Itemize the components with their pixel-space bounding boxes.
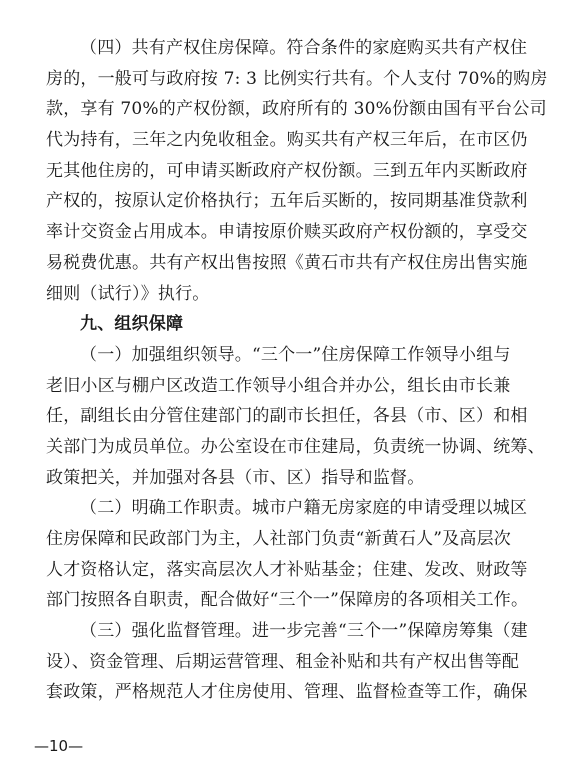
paragraph-line: 代为持有，三年之内免收租金。购买共有产权三年后，在市区仍 (46, 130, 528, 151)
paragraph-line: 率计交资金占用成本。申请按原价赎买政府产权份额的，享受交 (46, 222, 528, 243)
paragraph-line: 人才资格认定，落实高层次人才补贴基金；住建、发改、财政等 (46, 559, 528, 580)
section-heading: 九、组织保障 (80, 314, 184, 335)
paragraph-line: 款，享有 70%的产权份额，政府所有的 30%份额由国有平台公司 (46, 99, 547, 120)
paragraph-line: 部门按照各自职责，配合做好“三个一”保障房的各项相关工作。 (46, 590, 529, 611)
paragraph-line: 无其他住房的，可申请买断政府产权份额。三到五年内买断政府 (46, 160, 528, 181)
paragraph-line: 产权的，按原认定价格执行；五年后买断的，按同期基准贷款利 (46, 191, 528, 212)
paragraph-line: 任，副组长由分管住建部门的副市长担任，各县（市、区）和相 (46, 406, 528, 427)
paragraph-line: （三）强化监督管理。进一步完善“三个一”保障房筹集（建 (80, 621, 528, 642)
paragraph-line: （四）共有产权住房保障。符合条件的家庭购买共有产权住 (80, 38, 528, 58)
paragraph-line: 关部门为成员单位。办公室设在市住建局，负责统一协调、统筹、 (46, 436, 545, 457)
paragraph-line: 套政策，严格规范人才住房使用、管理、监督检查等工作，确保 (46, 682, 528, 703)
page-number: —10— (34, 737, 84, 755)
paragraph-line: 住房保障和民政部门为主，人社部门负责“新黄石人”及高层次 (46, 529, 511, 549)
document-body (46, 33, 548, 708)
paragraph-line: 房的，一般可与政府按 7: 3 比例实行共有。个人支付 70%的购房 (46, 68, 548, 89)
paragraph-line: （一）加强组织领导。“三个一”住房保障工作领导小组与 (80, 344, 511, 365)
paragraph-line: 设）、资金管理、后期运营管理、租金补贴和共有产权出售等配 (46, 651, 520, 672)
paragraph-line: （二）明确工作职责。城市户籍无房家庭的申请受理以城区 (80, 498, 528, 519)
paragraph-line: 老旧小区与棚户区改造工作领导小组合并办公，组长由市长兼 (46, 375, 511, 396)
paragraph-line: 政策把关，并加强对各县（市、区）指导和监督。 (46, 467, 425, 488)
paragraph-line: 易税费优惠。共有产权出售按照《黄石市共有产权住房出售实施 (46, 252, 528, 273)
paragraph-line: 细则（试行）》执行。 (46, 283, 210, 304)
